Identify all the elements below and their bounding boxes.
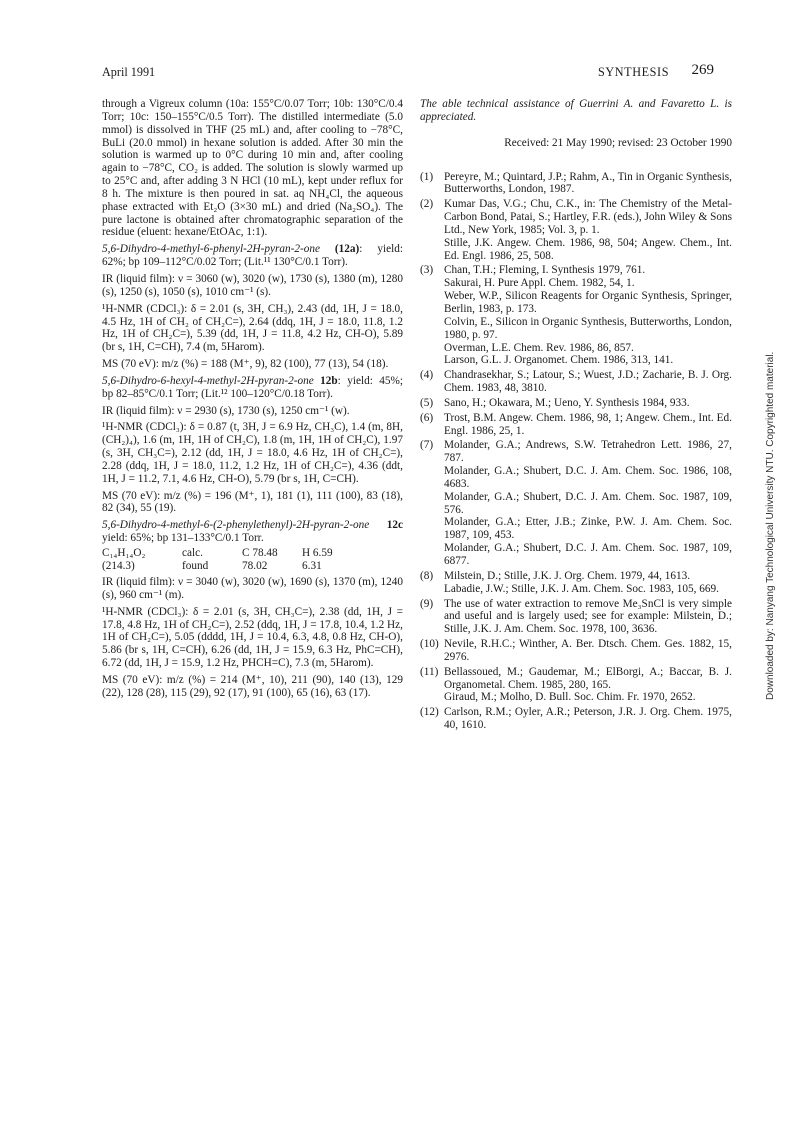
reference-item [420,570,732,596]
reference-item [420,412,732,438]
right-column [420,98,732,734]
compound-12c-name: 5,6-Dihydro-4-methyl-6-(2-phenylethenyl)-2H-pyran-2-one [102,519,370,532]
reference-item [420,598,732,637]
reference-body [444,570,732,596]
procedure-paragraph: through a Vigreux column (10a: 155°C/0.07 Torr; 10b: 130°C/0.4 Torr; 10c: 150–155°C/0.5 Torr). The distilled intermediate (5.0 mmol) is dissolved in THF (25 mL) and, after cooling to −78°C, BuLi (20.0 mmol) in hexane solution is added. After 30 min the solution is warmed up to 0°C during 10 min and, after cooling again to −78°C, CO₂ is added. The solution is slowly warmed up to 25°C and, after adding 3 N HCl (10 mL), kept under reflux for 8 h. The mixture is then poured in sat. aq NH₄Cl, the aqueous phase extracted with Et₂O (3×30 mL) and dried (Na₂SO₄). The pure lactone is obtained after chromatographic separation of the residue (eluent: hexane/EtOAc, 1:1). [102,98,403,239]
reference-citation: Stille, J.K. Angew. Chem. 1986, 98, 504; Angew. Chem., Int. Ed. Engl. 1986, 25, 508. [444,236,732,262]
reference-citation: Molander, G.A.; Etter, J.B.; Zinke, P.W. J. Am. Chem. Soc. 1987, 109, 453. [444,516,732,542]
compound-12b [102,375,403,515]
reference-number: (3) [420,264,434,277]
running-header [102,62,714,82]
reference-number: (4) [420,369,434,382]
compound-12b-name: 5,6-Dihydro-6-hexyl-4-methyl-2H-pyran-2-one [102,374,314,387]
reference-body [444,638,732,664]
reference-number: (9) [420,597,434,610]
compound-12b-nmr: ¹H-NMR (CDCl₃): δ = 0.87 (t, 3H, J = 6.9 Hz, CH₃C), 1.4 (m, 8H, (CH₂)₄), 1.6 (m, 1H, 1H of CH₂C), 1.8 (m, 1H, 1H of CH₂C), 1.97 (s, 3H, CH₃C=), 2.12 (dd, 1H, J = 18.0, 4.6 Hz, 1H of CH₂C=), 2.28 (ddq, 1H, J = 18.0, 11.2, 1.2 Hz, 1H of CH₂C=), 4.36 (ddt, 1H, J = 11.2, 7.1, 4.6 Hz, CH-O), 5.79 (br s, 1H, C=CH). [102,421,403,485]
reference-citation: Molander, G.A.; Shubert, D.C. J. Am. Chem. Soc. 1987, 109, 6877. [444,542,732,567]
calc-carbon: C 78.48 [242,547,278,559]
reference-number: (2) [420,198,434,211]
reference-citation: Larson, G.L. J. Organomet. Chem. 1986, 313, 141. [444,354,674,367]
compound-12c-heading [102,519,403,532]
calc-label: calc. [182,547,203,559]
reference-body [444,369,732,395]
reference-number: (11) [420,665,439,678]
reference-body [444,706,732,732]
reference-citation: Giraud, M.; Molho, D. Bull. Soc. Chim. Fr. 1970, 2652. [444,691,696,704]
compound-12c-yield: yield: 65%; bp 131–133°C/0.1 Torr. [102,532,264,545]
reference-citation: Nevile, R.H.C.; Winther, A. Ber. Dtsch. Chem. Ges. 1882, 15, 2976. [444,638,732,663]
reference-number: (5) [420,396,434,409]
reference-citation: Labadie, J.W.; Stille, J.K. J. Am. Chem. Soc. 1983, 105, 669. [444,582,719,595]
compound-12b-heading [102,375,403,401]
compound-12a-heading [102,243,403,269]
reference-item [420,397,732,410]
left-column [102,98,403,700]
reference-body [444,171,732,197]
molecular-formula: C₁₄H₁₄O₂ [102,547,146,559]
download-watermark-text: Downloaded by: Nanyang Technological University NTU. Copyrighted material. [765,351,776,700]
reference-body [444,412,732,438]
reference-item [420,439,732,567]
reference-citation: Sakurai, H. Pure Appl. Chem. 1982, 54, 1. [444,277,635,290]
reference-citation: Bellassoued, M.; Gaudemar, M.; ElBorgi, A.; Baccar, B. J. Organometal. Chem. 1985, 280, 165. [444,665,732,691]
reference-citation: Chan, T.H.; Fleming, I. Synthesis 1979, 761. [444,264,646,277]
reference-citation: Trost, B.M. Angew. Chem. 1986, 98, 1; Angew. Chem., Int. Ed. Engl. 1986, 25, 1. [444,411,732,437]
compound-12a [102,243,403,371]
compound-12c-nmr: ¹H-NMR (CDCl₃): δ = 2.01 (s, 3H, CH₃C=), 2.38 (dd, 1H, J = 17.8, 4.8 Hz, 1H of CH₂C=), 2.52 (ddq, 1H, J = 17.8, 10.4, 1.2 Hz, 1H of CH₂C=), 5.05 (dddd, 1H, J = 10.4, 6.3, 4.8, 0.8 Hz, CH-O), 5.86 (br s, 1H, C=CH), 6.26 (dd, 1H, J = 15.9, 6.3 Hz, PhC=CH), 6.72 (dd, 1H, J = 15.9, 1.2 Hz, PHCH=C), 7.3 (m, 5Harom). [102,605,403,670]
compound-12b-yield: : yield: 45%; bp 82–85°C/0.1 Torr; (Lit.¹² 100–120°C/0.18 Torr). [102,374,404,400]
compound-12a-yield: : yield: 62%; bp 109–112°C/0.02 Torr; (Lit.¹¹ 130°C/0.1 Torr). [102,243,404,269]
reference-item [420,171,732,197]
reference-citation: Colvin, E., Silicon in Organic Synthesis, Butterworths, London, 1980, p. 97. [444,315,732,341]
acknowledgement: The able technical assistance of Guerrini A. and Favaretto L. is appreciated. [420,98,732,123]
reference-citation: Overman, L.E. Chem. Rev. 1986, 86, 857. [444,341,634,354]
compound-12c-ir: IR (liquid film): ν = 3040 (w), 3020 (w), 1690 (s), 1370 (m), 1240 (s), 960 cm⁻¹ (m). [102,576,403,601]
reference-citation: Pereyre, M.; Quintard, J.P.; Rahm, A., Tin in Organic Synthesis, Butterworths, London, 1987. [444,170,732,196]
reference-item [420,198,732,262]
reference-body [444,666,732,705]
compound-12c-label: 12c [386,519,403,532]
reference-citation: Sano, H.; Okawara, M.; Ueno, Y. Synthesis 1984, 933. [444,396,690,409]
reference-number: (12) [420,706,439,719]
header-date: April 1991 [102,65,156,79]
compound-12c [102,519,403,699]
reference-item [420,666,732,705]
reference-citation: The use of water extraction to remove Me₃SnCl is very simple and useful and is largely used; see for example: Milstein, D.; Stille, J.K. J. Am. Chem. Soc. 1978, 100, 3636. [444,597,732,636]
reference-number: (6) [420,411,434,424]
found-label: found [182,560,209,572]
compound-12c-ms: MS (70 eV): m/z (%) = 214 (M⁺, 10), 211 (90), 140 (13), 129 (22), 128 (28), 115 (29), 92 (17), 91 (100), 65 (16), 63 (17). [102,673,403,699]
reference-citation: Milstein, D.; Stille, J.K. J. Org. Chem. 1979, 44, 1613. [444,569,691,582]
found-hydrogen: 6.31 [302,560,322,572]
reference-body [444,598,732,637]
reference-number: (7) [420,439,434,452]
elemental-analysis [102,547,333,573]
reference-number: (8) [420,569,434,582]
compound-12a-name: 5,6-Dihydro-4-methyl-6-phenyl-2H-pyran-2-one [102,243,320,256]
reference-number: (1) [420,170,434,183]
found-carbon: 78.02 [242,560,268,572]
reference-citation: Molander, G.A.; Shubert, D.C. J. Am. Chem. Soc. 1987, 109, 576. [444,490,732,516]
reference-citation: Chandrasekhar, S.; Latour, S.; Wuest, J.D.; Zacharie, B. J. Org. Chem. 1983, 48, 3810. [444,369,732,395]
reference-item [420,638,732,664]
compound-12b-ir: IR (liquid film): ν = 2930 (s), 1730 (s), 1250 cm⁻¹ (w). [102,404,350,417]
reference-citation: Molander, G.A.; Andrews, S.W. Tetrahedron Lett. 1986, 27, 787. [444,439,732,465]
compound-12b-ms: MS (70 eV): m/z (%) = 196 (M⁺, 1), 181 (1), 111 (100), 83 (18), 82 (34), 55 (19). [102,489,403,515]
header-page-number: 269 [691,62,714,78]
reference-item [420,369,732,395]
reference-citation: Weber, W.P., Silicon Reagents for Organic Synthesis, Springer, Berlin, 1983, p. 173. [444,290,732,315]
reference-list [420,171,732,732]
reference-body [444,264,732,367]
reference-item [420,264,732,367]
compound-12b-label: 12b [320,374,338,387]
header-journal: SYNTHESIS [598,65,670,79]
reference-item [420,706,732,732]
reference-citation: Molander, G.A.; Shubert, D.C. J. Am. Chem. Soc. 1986, 108, 4683. [444,465,732,490]
compound-12a-nmr: ¹H-NMR (CDCl₃): δ = 2.01 (s, 3H, CH₃), 2.43 (dd, 1H, J = 18.0, 4.5 Hz, 1H of CH₂ of CH₂C=), 2.64 (ddq, 1H, J = 18.0, 11.8, 1.2 Hz, 1H of CH₂C=), 5.39 (dd, 1H, J = 11.8, 4.2 Hz, CH-O), 5.89 (br s, 1H, C=CH), 7.4 (m, 5Harom). [102,302,403,354]
reference-body [444,198,732,262]
molecular-weight: (214.3) [102,560,135,572]
reference-body [444,397,732,410]
compound-12a-ms: MS (70 eV): m/z (%) = 188 (M⁺, 9), 82 (100), 77 (13), 54 (18). [102,358,389,371]
compound-12a-label: (12a) [334,243,360,256]
compound-12a-ir: IR (liquid film): ν = 3060 (w), 3020 (w), 1730 (s), 1380 (m), 1280 (s), 1250 (s), 1050 (s), 1010 cm⁻¹ (s). [102,272,403,298]
reference-citation: Kumar Das, V.G.; Chu, C.K., in: The Chemistry of the Metal-Carbon Bond, Patai, S.; Hartley, F.R. (eds.), John Wiley & Sons Ltd., New York, 1985; Vol. 3, p. 1. [444,198,732,236]
calc-hydrogen: H 6.59 [302,547,333,559]
received-date: Received: 21 May 1990; revised: 23 October 1990 [504,136,732,149]
reference-number: (10) [420,638,439,651]
reference-body [444,439,732,567]
reference-citation: Carlson, R.M.; Oyler, A.R.; Peterson, J.R. J. Org. Chem. 1975, 40, 1610. [444,706,732,732]
